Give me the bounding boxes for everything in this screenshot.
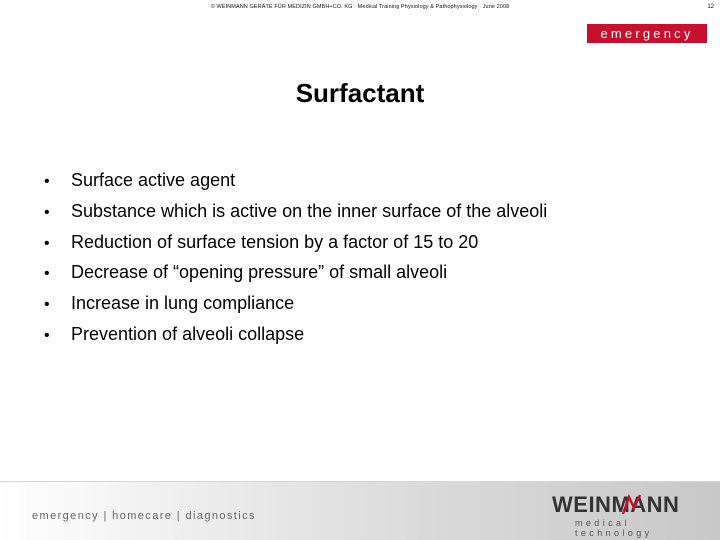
emergency-brand-badge: emergency xyxy=(587,24,707,43)
bullet-dot-icon: • xyxy=(44,296,50,314)
bullet-item xyxy=(44,166,684,197)
bullet-text: Prevention of alveoli collapse xyxy=(71,323,305,344)
header-copyright-line: © WEINMANN GERÄTE FÜR MEDIZIN GMBH+CO. KG · Medical Training Physiology & Pathophysiology · June 2008 xyxy=(210,4,510,10)
bullet-item xyxy=(44,258,684,289)
bullet-text: Surface active agent xyxy=(71,170,236,190)
bullet-text: Substance which is active on the inner surface of the alveoli xyxy=(71,200,548,221)
bullet-list xyxy=(44,166,684,351)
page-number: 12 xyxy=(707,4,714,10)
bullet-text: Decrease of “opening pressure” of small alveoli xyxy=(71,262,448,283)
bullet-dot-icon: • xyxy=(44,234,50,252)
bullet-dot-icon: • xyxy=(44,203,50,221)
footer-tagline: emergency | homecare | diagnostics xyxy=(32,510,256,522)
bullet-text: Reduction of surface tension by a factor of 15 to 20 xyxy=(71,231,479,252)
bullet-dot-icon: • xyxy=(44,265,50,283)
logo-accent-icon xyxy=(620,494,644,516)
logo-tagline: medical technology xyxy=(575,518,653,538)
footer-bar xyxy=(0,481,720,540)
bullet-item xyxy=(44,197,684,228)
weinmann-logo xyxy=(552,492,692,538)
slide-title: Surfactant xyxy=(295,78,425,108)
bullet-dot-icon: • xyxy=(44,326,50,344)
bullet-item xyxy=(44,228,684,259)
bullet-dot-icon: • xyxy=(44,173,50,190)
bullet-item xyxy=(44,320,684,351)
bullet-item xyxy=(44,289,684,320)
bullet-text: Increase in lung compliance xyxy=(71,293,295,314)
logo-wordmark: WEINMANN xyxy=(552,492,680,517)
